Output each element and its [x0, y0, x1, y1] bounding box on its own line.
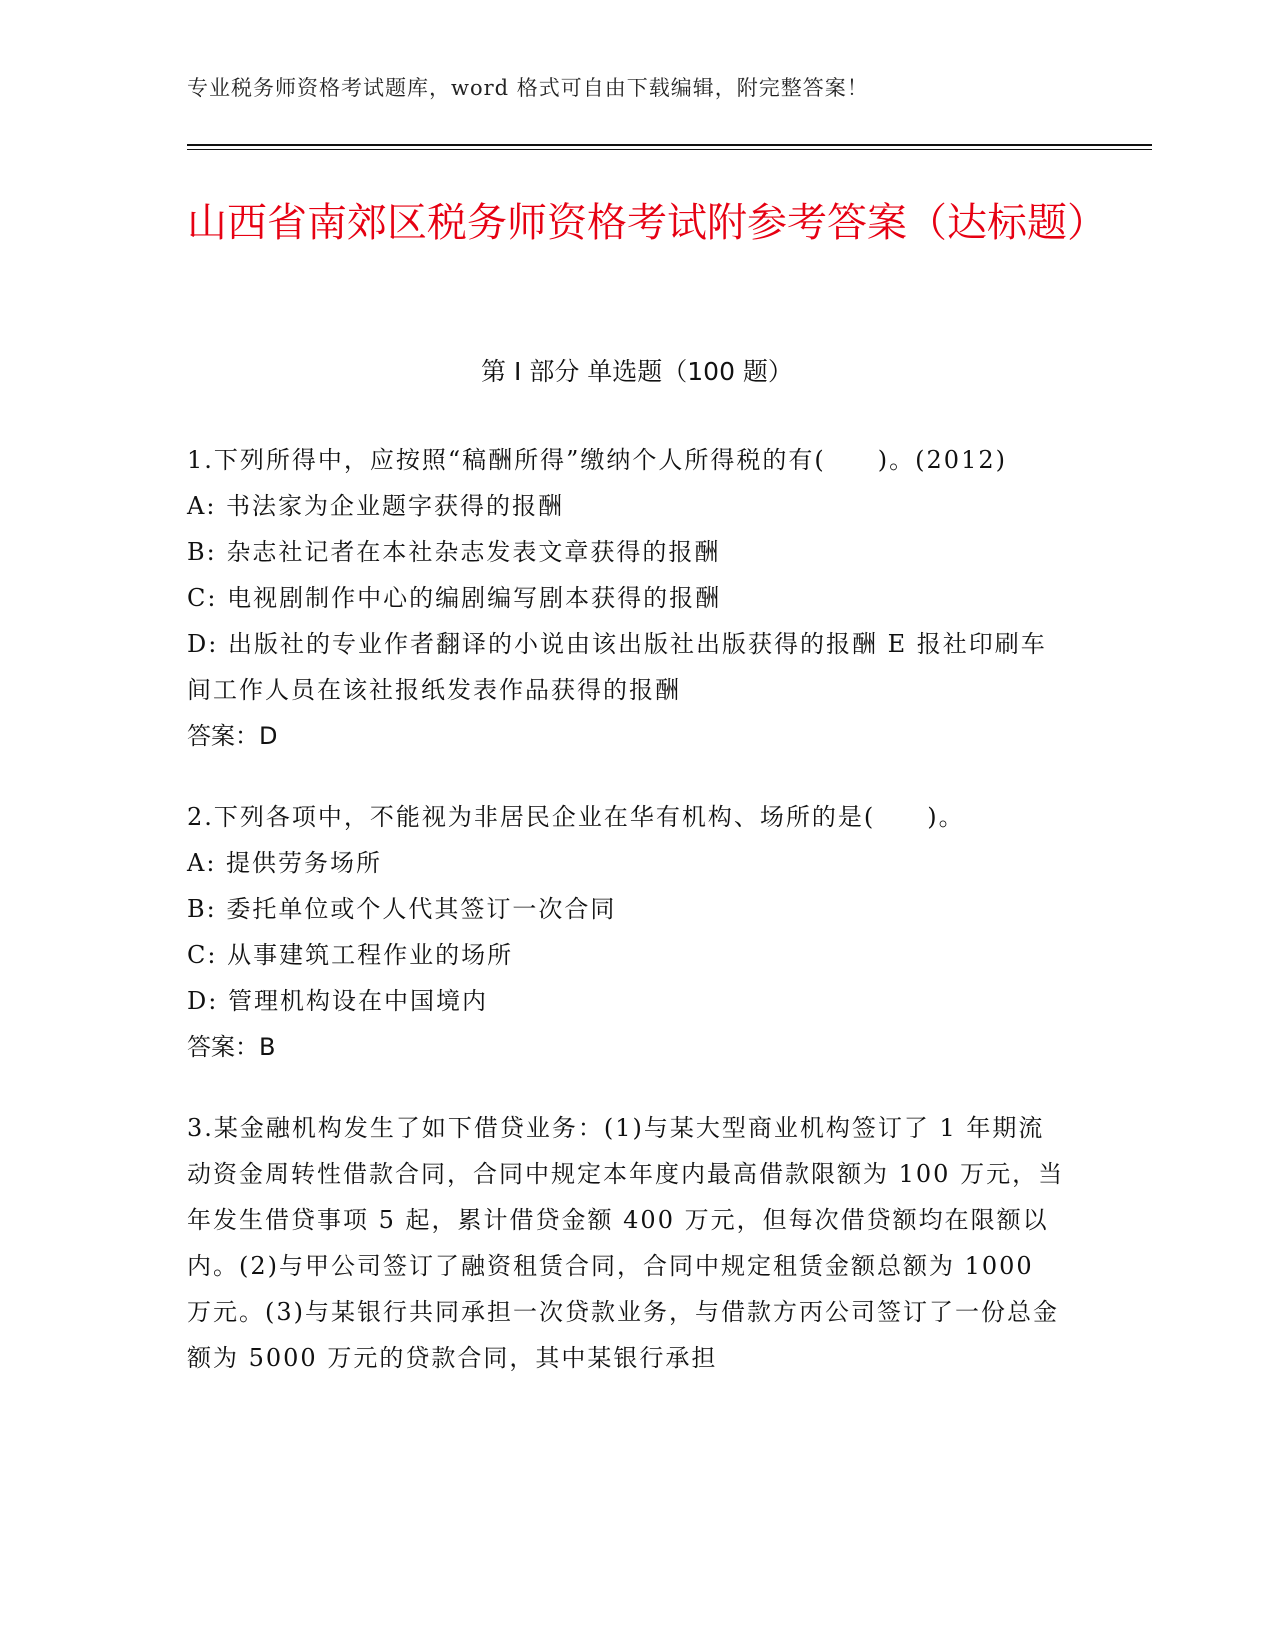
header-note: 专业税务师资格考试题库，word 格式可自由下载编辑，附完整答案！ — [187, 76, 869, 100]
option-c: C: 从事建筑工程作业的场所 — [187, 941, 514, 969]
option-a: A: 书法家为企业题字获得的报酬 — [187, 492, 565, 520]
option-d: D: 出版社的专业作者翻译的小说由该出版社出版获得的报酬 E 报社印刷车间工作人员在该社报纸发表作品获得的报酬 — [187, 630, 1047, 704]
option-b: B: 委托单位或个人代其签订一次合同 — [187, 895, 617, 923]
option-a: A: 提供劳务场所 — [187, 849, 383, 877]
option-b: B: 杂志社记者在本社杂志发表文章获得的报酬 — [187, 538, 721, 566]
section-heading: 第 I 部分 单选题（100 题） — [481, 357, 793, 386]
option-d: D: 管理机构设在中国境内 — [187, 987, 488, 1015]
document-title: 山西省南郊区税务师资格考试附参考答案（达标题） — [187, 200, 1107, 246]
question-3 — [187, 1105, 1067, 1381]
answer: 答案：D — [187, 722, 278, 750]
question-list — [187, 437, 1067, 1416]
question-stem: 3.某金融机构发生了如下借贷业务：(1)与某大型商业机构签订了 1 年期流动资金周转性借款合同，合同中规定本年度内最高借款限额为 100 万元，当年发生借贷事项 5 起，累计借贷金额 400 万元，但每次借贷额均在限额以内。(2)与甲公司签订了融资租赁合同，合同中规定租赁金额总额为 1000 万元。(3)与某银行共同承担一次贷款业务，与借款方丙公司签订了一份总金额为 5000 万元的贷款合同，其中某银行承担 — [187, 1114, 1065, 1372]
question-2 — [187, 794, 1067, 1070]
question-stem: 2.下列各项中，不能视为非居民企业在华有机构、场所的是( )。 — [187, 803, 965, 831]
answer: 答案：B — [187, 1033, 276, 1061]
option-c: C: 电视剧制作中心的编剧编写剧本获得的报酬 — [187, 584, 722, 612]
question-1 — [187, 437, 1067, 759]
question-stem: 1.下列所得中，应按照“稿酬所得”缴纳个人所得税的有( )。(2012) — [187, 446, 1007, 474]
header-divider — [187, 144, 1152, 150]
